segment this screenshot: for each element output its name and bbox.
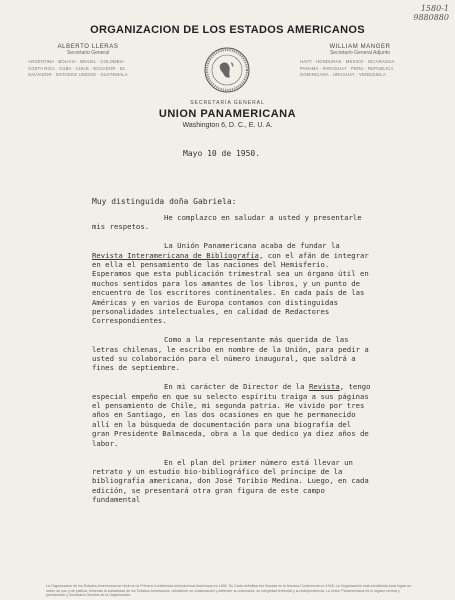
organization-title: ORGANIZACION DE LOS ESTADOS AMERICANOS	[90, 24, 365, 36]
paragraph-4	[92, 382, 372, 448]
journal-title: Revista Interamericana de Bibliografía	[92, 250, 259, 260]
letter-date: Mayo 10 de 1950.	[183, 149, 261, 158]
country-line: PANAMA · PARAGUAY · PERU · REPUBLICA	[300, 65, 394, 71]
right-letterhead-column	[300, 44, 420, 79]
country-line: DOMINICANA · URUGUAY · VENEZUELA	[300, 72, 386, 77]
right-countries	[300, 59, 420, 79]
country-line: ARGENTINA · BOLIVIA · BRASIL · COLOMBIA	[28, 59, 125, 64]
archive-mark-1: 1580-1	[420, 4, 449, 13]
salutation: Muy distinguida doña Gabriela:	[92, 197, 237, 206]
revista-word: Revista	[308, 382, 340, 392]
paragraph-5-text: En el plan del primer número está llevar un retrato y un estudio bio-bibliográfico del príncipe de la bibliografía americana, don José Toribio Medina. Luego, en cada edición, se presentará otra gran figura de este campo fundamental	[92, 457, 369, 505]
paragraph-2-text-a: La Unión Panamericana acaba de fundar la	[164, 241, 340, 251]
country-line: COSTA RICA · CUBA · CHILE · ECUADOR · EL	[28, 65, 126, 71]
left-official-role: Secretario General	[67, 50, 109, 56]
paragraph-5	[92, 458, 372, 505]
left-countries	[28, 59, 148, 79]
left-official-name: ALBERTO LLERAS	[57, 44, 119, 50]
country-line: SALVADOR · ESTADOS UNIDOS · GUATEMALA	[28, 72, 128, 77]
paragraph-3-text: Como a la representante más querida de las letras chilenas, le escribo en nombre de la Unión, para pedir a usted su colaboración para el número inaugural, que saldrá a fines de septiembre.	[92, 335, 369, 373]
city-line: Washington 6, D. C., E. U. A.	[182, 122, 273, 129]
archive-marks	[389, 4, 449, 22]
paragraph-2	[92, 241, 372, 326]
left-letterhead-column	[28, 44, 148, 79]
paragraph-4-text-b: , tengo especial empeño en que su selecto espíritu traiga a sus páginas el pensamiento de Chile, mi segunda patria. He vivido por tres años en Santiago, en las dos ocasiones en que he permanecido allí en la búsqueda de documentación para una biografía del gran Presidente Balmaceda, obra a la que dedico ya diez años de labor.	[92, 382, 371, 448]
right-official-name: WILLIAM MANGER	[329, 44, 391, 50]
right-official-role: Secretario General Adjunto	[329, 50, 391, 56]
paragraph-1-text: He complazco en saludar a usted y presentarle mis respetos.	[92, 213, 362, 232]
secretaria-general: SECRETARIA GENERAL	[190, 100, 265, 106]
archive-mark-2: 9880880	[413, 13, 449, 22]
oas-seal-icon	[203, 46, 251, 94]
footer-note: La Organización de los Estados Americanos se inició en la Primera Conferencia Internacional Americana en 1890. Su Carta definitiva fue firmada en la Novena Conferencia en 1948. La Organización está constituida para lograr un orden de paz y de justicia, fomentar la solidaridad de los Estados Americanos, robustecer su colaboración y defender su soberanía, su integridad territorial y su independencia. La Unión Panamericana es el órgano central y permanente y Secretaría General de la Organización.	[46, 584, 412, 598]
paragraph-3	[92, 335, 372, 373]
country-line: HAITI · HONDURAS · MEXICO · NICARAGUA	[300, 59, 395, 64]
paragraph-2-text-b: , con el afán de integrar en ella el pensamiento de las naciones del Hemisferio. Esperamos que esta publicación trimestral sea un órgano útil en muchos sentidos para los amantes de los libros, y un punto de encuentro de los escritores continentales. En cada país de las Américas y en varios de Europa contamos con distinguidas personalidades intelectuales, en calidad de Redactores Correspondientes.	[92, 250, 369, 326]
paragraph-1	[92, 213, 372, 232]
paragraph-4-text-a: En mi carácter de Director de la	[164, 382, 309, 392]
union-panamericana-title: UNION PANAMERICANA	[158, 108, 297, 120]
letter-body	[92, 213, 372, 514]
